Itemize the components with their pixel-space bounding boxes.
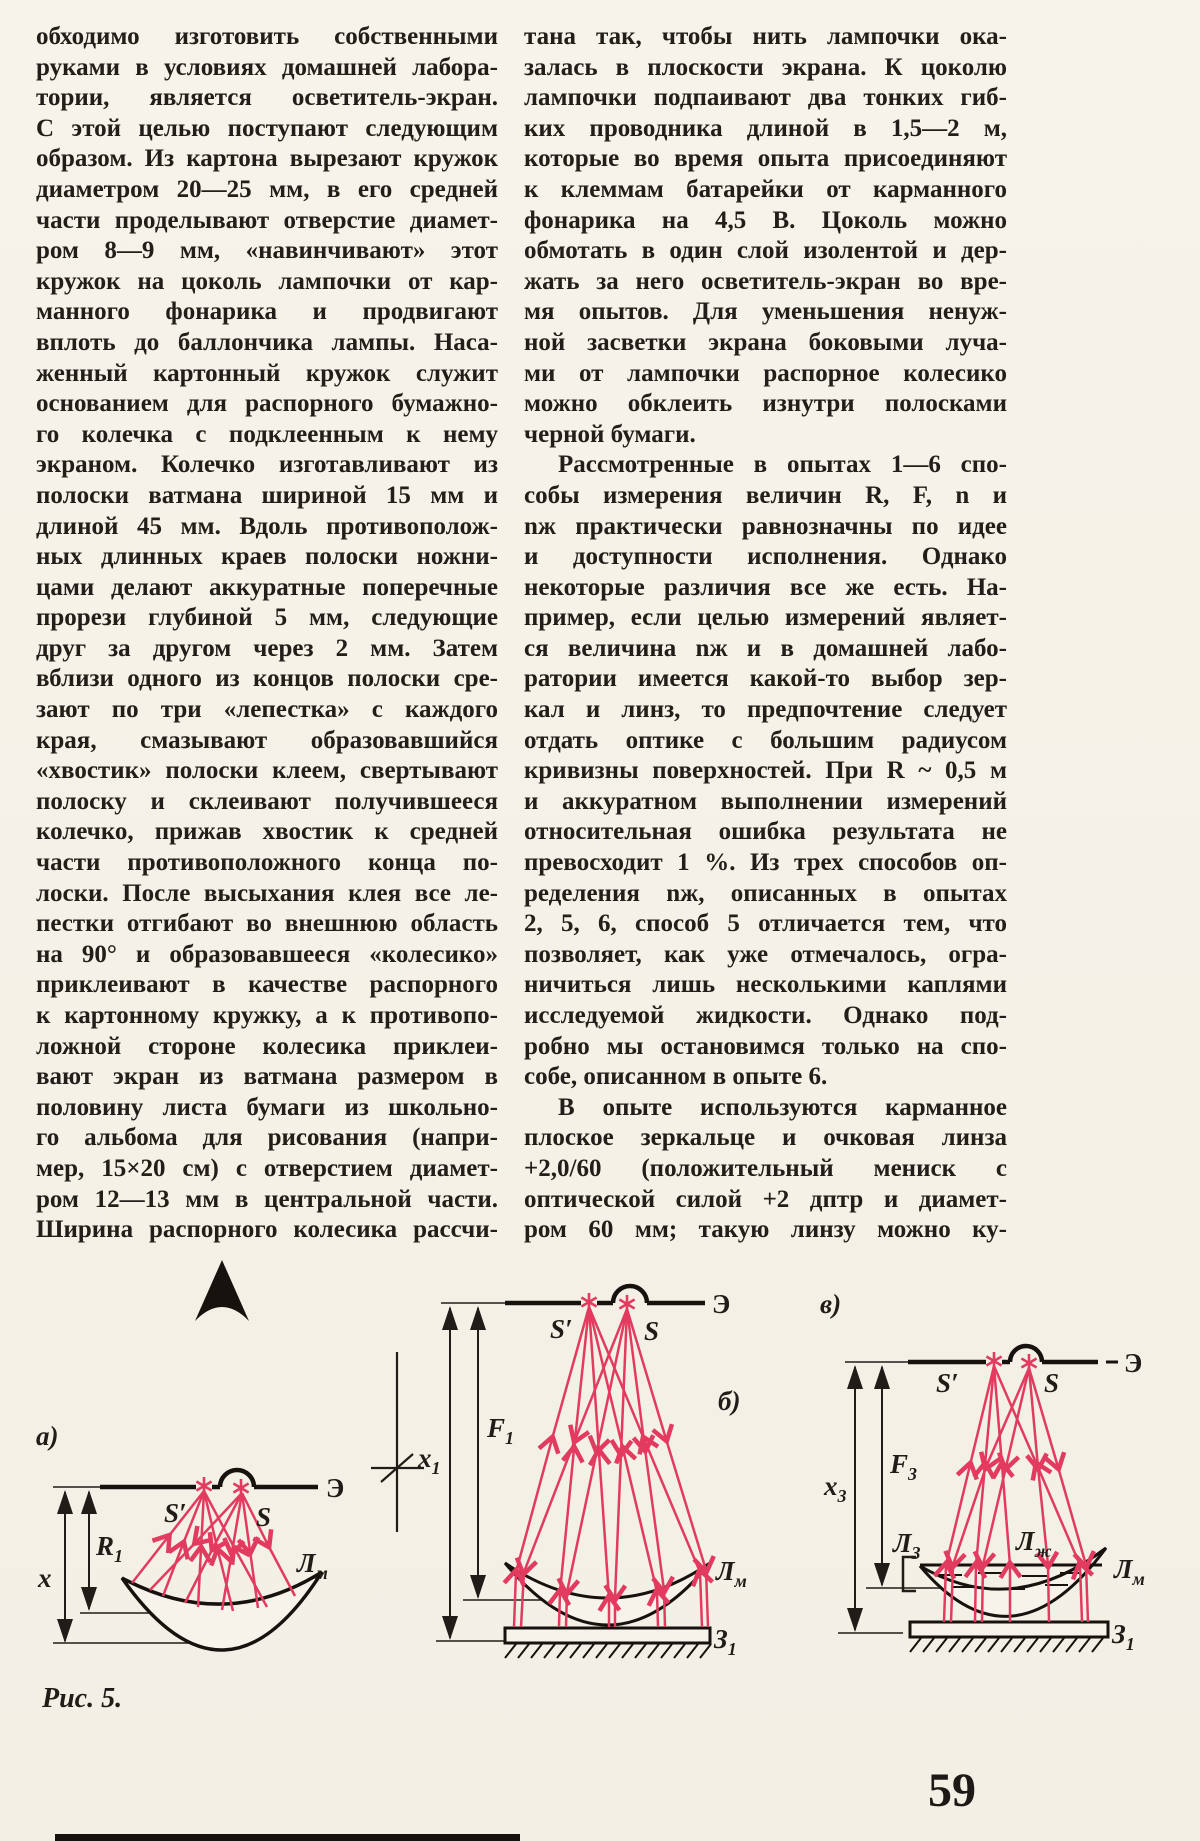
text-line: ром 60 мм; такую линзу можно ку-	[524, 1216, 1007, 1244]
mirror-v-label: $Л_м$	[1114, 1554, 1145, 1589]
text-line: длиной 45 мм. Вдоль противополож-	[36, 512, 498, 540]
mirror-b-label: $Л_м$	[716, 1556, 747, 1591]
text-line: ной засветки экрана боковыми луча-	[524, 328, 1007, 356]
text-line: некоторые различия все же есть. На-	[524, 573, 1007, 601]
text-line: собы измерения величин R, F, n и	[524, 481, 1007, 509]
text-line: прорези глубиной 5 мм, следующие	[36, 604, 498, 632]
text-line: ся величина nж и в домашней лабо-	[524, 634, 1007, 662]
text-line: полоски ватмана шириной 15 мм и	[36, 481, 498, 509]
text-line: к картонному кружку, а к противопо-	[36, 1002, 498, 1029]
text-line: «хвостик» полоски клеем, свертывают	[36, 757, 498, 785]
lamp-image-star-b	[581, 1293, 596, 1311]
text-line: можно обклеить изнутри полосками	[524, 390, 1007, 418]
text-line: экраном. Колечко изготавливают из	[36, 451, 498, 479]
dim-x-label: x	[38, 1563, 52, 1593]
left-column	[36, 22, 498, 1246]
text-line: Ширина распорного колесика рассчи-	[36, 1216, 498, 1244]
text-line: вают экран из ватмана размером в	[36, 1063, 498, 1091]
text-line: ром 8—9 мм, «навинчивают» этот	[36, 237, 498, 265]
text-line: +2,0/60 (положительный мениск с	[524, 1154, 1007, 1182]
text-line: ничиться лишь несколькими каплями	[524, 971, 1007, 999]
dim-x3-label: $x_3$	[824, 1471, 847, 1506]
screen-a-label: Э	[326, 1473, 345, 1503]
text-line: женный картонный кружок служит	[36, 359, 498, 387]
text-line: на 90° и образовавшееся «колесико»	[36, 940, 498, 968]
text-line: половину листа бумаги из школьно-	[36, 1093, 498, 1121]
dim-F3-label: $F_3$	[890, 1449, 918, 1484]
source-image-v-label: S′	[936, 1368, 959, 1398]
text-line: кривизны поверхностей. При R ~ 0,5 м	[524, 757, 1007, 785]
hatching-b	[505, 1644, 711, 1658]
text-line: зают по три «лепестка» с каждого	[36, 696, 498, 724]
text-line: кал и линз, то предпочтение следует	[524, 696, 1007, 724]
text-line: диаметром 20—25 мм, в его средней	[36, 175, 498, 203]
text-line: ких проводника длиной в 1,5—2 м,	[524, 114, 1007, 142]
text-line: ных длинных краев полоски ножни-	[36, 543, 498, 571]
text-line: лоски. После высыхания клея все ле-	[36, 879, 498, 907]
text-line: исследуемой жидкости. Однако под-	[524, 1002, 1007, 1029]
text-line: залась в плоскости экрана. К цоколю	[524, 53, 1007, 81]
text-line: оптической силой +2 дптр и диамет-	[524, 1185, 1007, 1213]
screen-v-label: Э	[1124, 1348, 1143, 1378]
text-line: части проделывают отверстие диамет-	[36, 206, 498, 234]
source-v-label: S	[1044, 1368, 1060, 1398]
lamp-image-star-a	[196, 1477, 211, 1495]
text-line: вплоть до баллончика лампы. Наса-	[36, 328, 498, 356]
text-line: мер, 15×20 см) с отверстием диамет-	[36, 1154, 498, 1182]
flat-mirror-v	[910, 1622, 1108, 1637]
screen-v	[908, 1346, 1098, 1362]
text-line: позволяет, как уже отмечалось, огра-	[524, 940, 1007, 968]
panel-a-label: а)	[36, 1421, 59, 1451]
text-line: образом. Из картона вырезают кружок	[36, 145, 498, 173]
figure-caption: Рис. 5.	[42, 1683, 123, 1714]
text-line: го альбома для рисования (напри-	[36, 1124, 498, 1152]
flat-mirror-b-label: $З_1$	[714, 1624, 737, 1659]
text-line: пример, если целью измерений являет-	[524, 604, 1007, 632]
text-line: собе, описанном в опыте 6.	[524, 1063, 828, 1091]
text-line: 2, 5, 6, способ 5 отличается тем, что	[524, 910, 1007, 938]
concave-mirror-a	[122, 1572, 322, 1650]
text-line: обмотать в один слой изолентой и дер-	[524, 237, 1007, 265]
lamp-star-b	[619, 1295, 634, 1313]
dim-x1-label: $x_1$	[418, 1443, 441, 1478]
text-line: В опыте используются карманное	[558, 1093, 1007, 1121]
text-line: nж практически равнозначны по идее	[524, 512, 1007, 540]
lamp-star-a	[233, 1479, 248, 1497]
text-line: пестки отгибают во внешнюю область	[36, 910, 498, 938]
dim-R1-label: $R_1$	[96, 1531, 124, 1566]
panel-b-dimension-lines	[450, 1308, 478, 1638]
panel-b-label: б)	[718, 1386, 741, 1416]
text-line: С этой целью поступают следующим	[36, 114, 498, 142]
screen-b	[505, 1286, 705, 1303]
source-image-a-label: S′	[164, 1498, 187, 1528]
text-line: ром 12—13 мм в центральной части.	[36, 1185, 498, 1213]
text-line: края, смазывают образовавшийся	[36, 726, 498, 754]
right-column	[524, 22, 1007, 1246]
panel-v-dimension-lines	[855, 1367, 882, 1630]
text-line: ределения nж, описанных в опытах	[524, 879, 1007, 907]
observer-eye-icon	[195, 1260, 249, 1321]
flat-mirror-v-label: $З_1$	[1112, 1619, 1135, 1654]
lens3-label: $Л_3$	[893, 1528, 921, 1563]
dim-F1-label: $F_1$	[487, 1413, 515, 1448]
text-line: го колечка с подклеенным к нему	[36, 420, 498, 448]
text-line: робно мы остановимся только на спо-	[524, 1032, 1007, 1060]
text-line: Рассмотренные в опытах 1—6 спо-	[558, 451, 1007, 479]
panel-v-label: в)	[820, 1289, 842, 1319]
figure-ris-5	[0, 1245, 1200, 1841]
text-line: мя опытов. Для уменьшения ненуж-	[524, 298, 1007, 326]
text-line: полоску и склеивают получившееся	[36, 787, 498, 815]
text-line: ложной стороне колесика приклеи-	[36, 1032, 498, 1060]
page-edge-shadow	[55, 1834, 520, 1841]
text-line: черной бумаги.	[524, 420, 696, 448]
source-image-b-label: S′	[550, 1314, 573, 1344]
text-line: ратории имеется какой-то выбор зер-	[524, 665, 1007, 693]
lamp-image-star-v	[986, 1352, 1001, 1370]
liquid-lens-label: $Л_ж$	[1016, 1526, 1052, 1561]
text-line: друг за другом через 2 мм. Затем	[36, 634, 498, 662]
text-line: цами делают аккуратные поперечные	[36, 573, 498, 601]
text-line: плоское зеркальце и очковая линза	[524, 1124, 1007, 1152]
text-line: жать за него осветитель-экран во вре-	[524, 267, 1007, 295]
rays-b	[514, 1307, 708, 1627]
text-line: колечко, прижав хвостик к средней	[36, 818, 498, 846]
text-line: лампочки подпаивают два тонких гиб-	[524, 84, 1007, 112]
text-line: приклеивают в качестве распорного	[36, 971, 498, 999]
page-number: 59	[928, 1764, 976, 1817]
text-line: части противоположного конца по-	[36, 849, 498, 877]
panel-a-dimension-lines	[65, 1492, 89, 1641]
text-line: фонарика на 4,5 В. Цоколь можно	[524, 206, 1007, 234]
text-line: и аккуратном выполнении измерений	[524, 787, 1007, 815]
flat-mirror-b	[505, 1628, 710, 1643]
text-line: тана так, чтобы нить лампочки ока-	[524, 23, 1007, 50]
text-line: и доступности исполнения. Однако	[524, 543, 1007, 571]
text-line: к клеммам батарейки от карманного	[524, 175, 1007, 203]
text-line: манного фонарика и продвигают	[36, 298, 498, 326]
text-line: обходимо изготовить собственными	[36, 23, 498, 50]
source-b-label: S	[644, 1316, 660, 1346]
text-line: тории, является осветитель-экран.	[36, 84, 498, 112]
text-line: отдать оптике с большим радиусом	[524, 726, 1007, 754]
screen-b-label: Э	[712, 1289, 731, 1319]
text-line: которые во время опыта присоединяют	[524, 145, 1007, 173]
text-line: вблизи одного из концов полоски сре-	[36, 665, 498, 693]
text-line: кружок на цоколь лампочки от кар-	[36, 267, 498, 295]
source-a-label: S	[256, 1502, 272, 1532]
thin-lens-icon	[371, 1352, 424, 1532]
text-line: относительная ошибка результата не	[524, 818, 1007, 846]
text-line: основанием для распорного бумажно-	[36, 390, 498, 418]
hatching-v	[910, 1638, 1103, 1652]
text-line: превосходит 1 %. Из трех способов оп-	[524, 849, 1007, 877]
text-line: руками в условиях домашней лабора-	[36, 53, 498, 81]
lamp-star-v	[1021, 1354, 1036, 1372]
mirror-a-label: $Л_м$	[297, 1548, 328, 1583]
text-line: ми от лампочки распорное колесико	[524, 359, 1007, 387]
